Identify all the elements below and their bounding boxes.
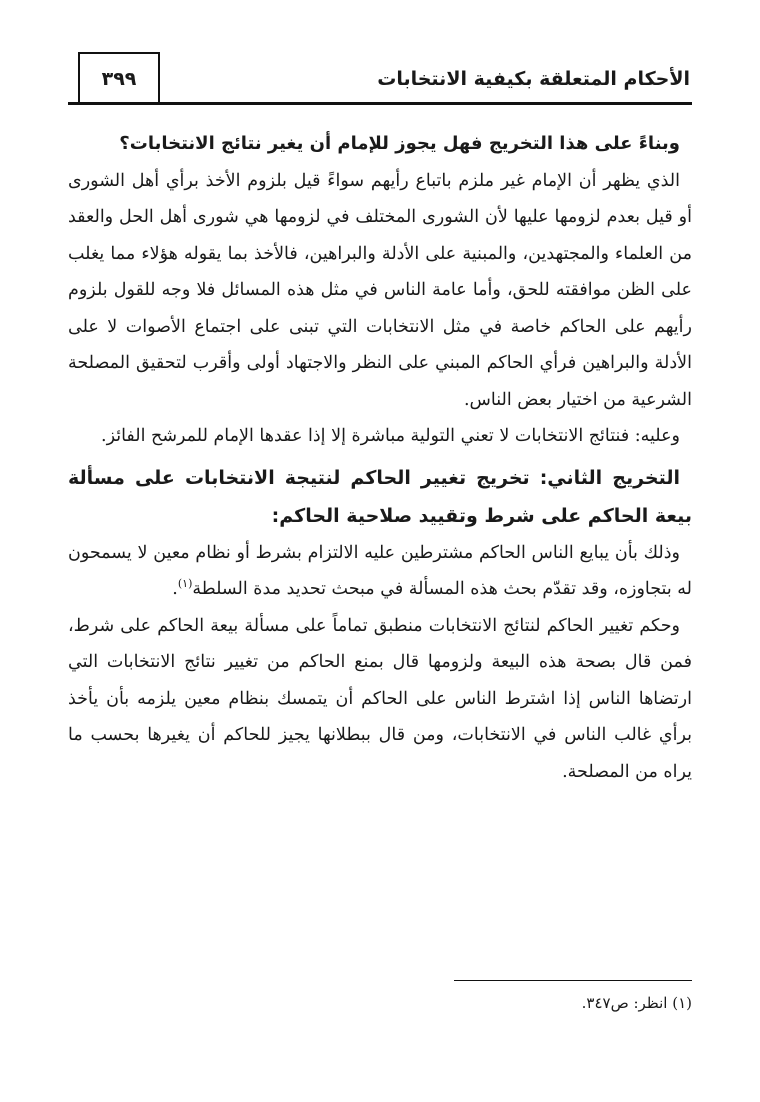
book-page [68,46,692,1066]
page-number: ٣٩٩ [101,68,137,90]
page-number-box [78,52,160,102]
footnote-reference[interactable]: (١) [177,577,193,591]
paragraph-4: وحكم تغيير الحاكم لنتائج الانتخابات منطبق تماماً على مسألة بيعة الحاكم على شرط، فمن قال بصحة هذه البيعة ولزومها قال بمنع الحاكم من تغيير نتائج الانتخابات التي ارتضاها الناس إذا اشترط الناس على الحاكم أن يتمسك بنظام معين يلزمه بأن يأخذ برأي غالب الناس في الانتخابات، ومن قال ببطلانها يجيز للحاكم أن يغيرها بحسب ما يراه من المصلحة. [68,615,692,782]
paragraph-3-text: وذلك بأن يبايع الناس الحاكم مشترطين عليه الالتزام بشرط أو نظام معين لا يسمحون له بتجاوزه، وقد تقدّم بحث هذه المسألة في مبحث تحديد مدة السلطة [68,542,692,599]
section-heading: التخريج الثاني: تخريج تغيير الحاكم لنتيجة الانتخابات على مسألة بيعة الحاكم على شرط وتقييد صلاحية الحاكم: [68,466,692,527]
footnote-rule [454,980,692,981]
question-line: وبناءً على هذا التخريج فهل يجوز للإمام أن يغير نتائج الانتخابات؟ [119,133,680,154]
paragraph-2: وعليه: فنتائج الانتخابات لا تعني التولية مباشرة إلا إذا عقدها الإمام للمرشح الفائز. [101,426,680,446]
body-text [68,126,692,790]
paragraph-1: الذي يظهر أن الإمام غير ملزم باتباع رأيهم سواءً قيل بلزوم الأخذ برأي أهل الشورى أو قيل بعدم لزومها عليها لأن الشورى المختلف في لزومها هي شورى أهل الحل والعقد من العلماء والمجتهدين، والمبنية على الأدلة والبراهين، فالأخذ بما يقوله هؤلاء مما يغلب على الظن موافقته للحق، وأما عامة الناس في مثل هذه المسائل فلا وجه للقول بلزوم رأيهم على الحاكم خاصة في مثل الانتخابات التي تبنى على اجتماع الأصوات لا على الأدلة والبراهين فرأي الحاكم المبني على النظر والاجتهاد أولى وأقرب لتحقيق المصلحة الشرعية من اختيار بعض الناس. [68,170,692,410]
footnote: (١) انظر: ص٣٤٧. [581,994,692,1012]
page-header [68,46,692,106]
paragraph-3-end: . [172,579,178,599]
running-title: الأحكام المتعلقة بكيفية الانتخابات [377,68,690,90]
paragraph-3 [68,535,692,608]
header-rule [68,102,692,105]
